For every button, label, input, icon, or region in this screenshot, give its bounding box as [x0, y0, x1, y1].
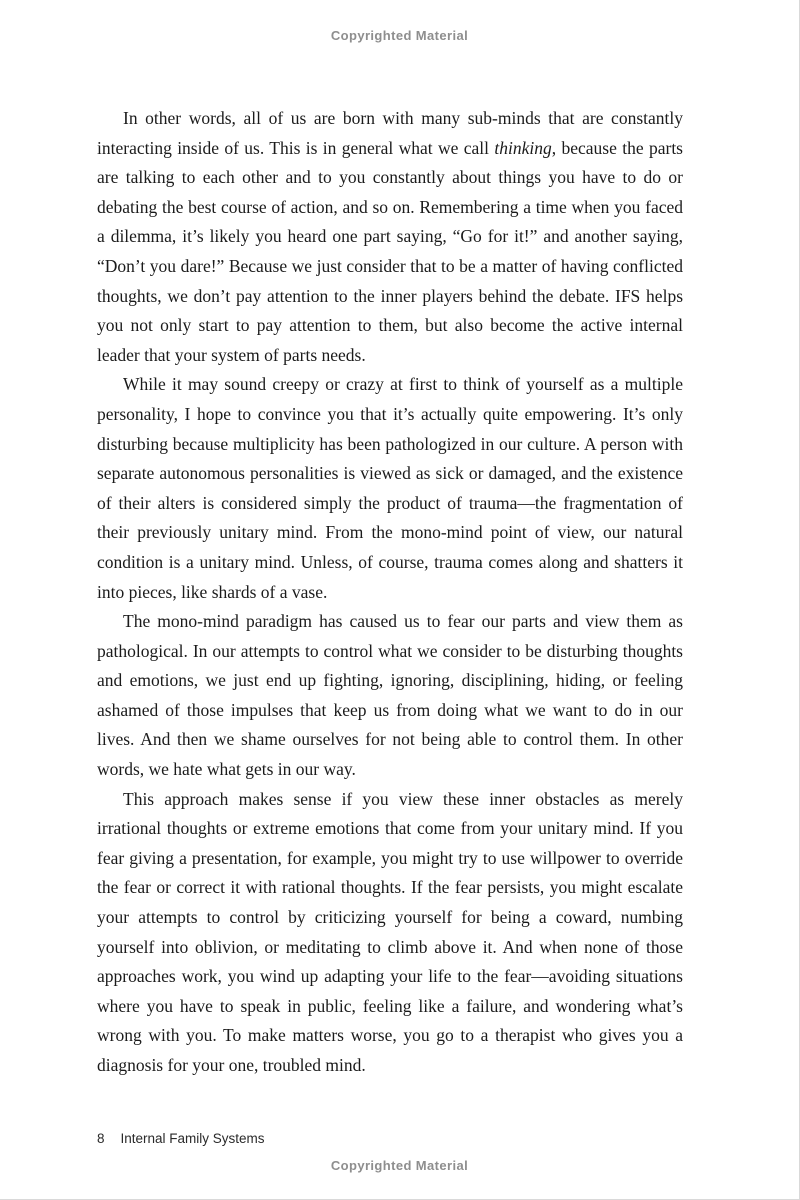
copyright-notice-top: Copyrighted Material: [330, 28, 469, 43]
paragraph-3: The mono-mind paradigm has caused us to fear our parts and view them as pathological. In our attempts to control what we consider to be disturbing thoughts and emotions, we just end up fighting, ignoring, disciplining, hiding, or feeling ashamed of those impulses that keep us from doing what we want to do in our lives. And then we shame ourselves for not being able to control them. In other words, we hate what gets in our way.: [97, 611, 683, 780]
paragraph-1-lead: In other words, all of us are born with many sub-minds that are constantly interacting inside of us. This is in general what we call: [97, 108, 683, 158]
paragraph-1-italic-word: thinking: [494, 137, 552, 158]
page-body-text: [97, 104, 683, 1081]
page-number: 8: [97, 1131, 105, 1146]
copyright-notice-bottom: Copyrighted Material: [330, 1158, 469, 1173]
paragraph-1-tail: , because the parts are talking to each other and to you constantly about things you have to do or debating the best course of action, and so on. Remembering a time when you faced a dilemma, it’s likely you heard one part saying, “Go for it!” and another saying, “Don’t you dare!” Because we just consider that to be a matter of having conflicted thoughts, we don’t pay attention to the inner players behind the debate. IFS helps you not only start to pay attention to them, but also become the active internal leader that your system of parts needs.: [97, 137, 683, 365]
paragraph-2: While it may sound creepy or crazy at first to think of yourself as a multiple personality, I hope to convince you that it’s actually quite empowering. It’s only disturbing because multiplicity has been pathologized in our culture. A person with separate autonomous personalities is viewed as sick or damaged, and the existence of their alters is considered simply the product of trauma—the fragmentation of their previously unitary mind. From the mono-mind point of view, our natural condition is a unitary mind. Unless, of course, trauma comes along and shatters it into pieces, like shards of a vase.: [97, 374, 683, 602]
paragraph-1: [97, 104, 683, 370]
paragraph-4: This approach makes sense if you view these inner obstacles as merely irrational thoughts or extreme emotions that come from your unitary mind. If you fear giving a presentation, for example, you might try to use willpower to override the fear or correct it with rational thoughts. If the fear persists, you might escalate your attempts to control by criticizing yourself for being a coward, numbing yourself into oblivion, or meditating to climb above it. And when none of those approaches work, you wind up adapting your life to the fear—avoiding situations where you have to speak in public, feeling like a failure, and wondering what’s wrong with you. To make matters worse, you go to a therapist who gives you a diagnosis for your one, troubled mind.: [97, 788, 683, 1075]
book-title: Internal Family Systems: [120, 1131, 265, 1146]
page-footer: [97, 1131, 265, 1146]
